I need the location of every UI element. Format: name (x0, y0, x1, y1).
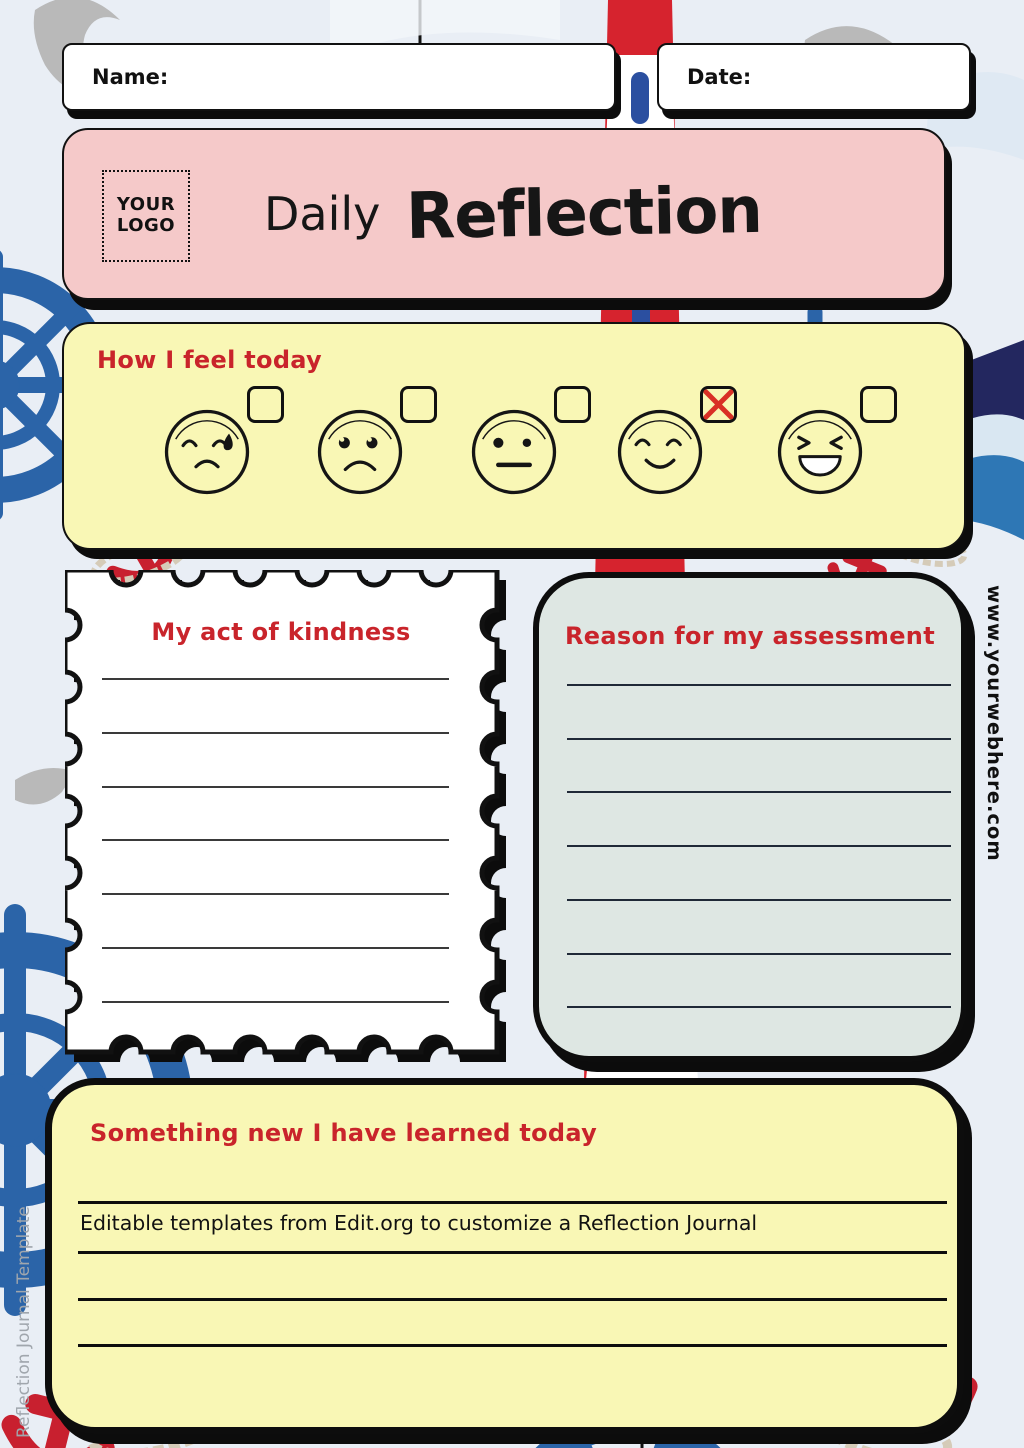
kindness-section (65, 570, 515, 1072)
name-label: Name: (92, 65, 169, 89)
ruled-line (102, 1001, 449, 1003)
ruled-line (567, 845, 951, 847)
assessment-section[interactable] (533, 572, 967, 1062)
ruled-line (78, 1344, 947, 1347)
ruled-line (567, 899, 951, 901)
ruled-line (78, 1251, 947, 1254)
logo-text-line1: YOUR (116, 194, 176, 216)
mood-option-laughing[interactable] (774, 384, 902, 524)
kindness-writing-area[interactable] (65, 570, 497, 1052)
x-mark-icon (700, 386, 737, 423)
ruled-line (102, 678, 449, 680)
mood-row (64, 384, 964, 534)
mood-option-sad[interactable] (314, 384, 442, 524)
ruled-line (102, 839, 449, 841)
logo-text-line2: LOGO (116, 215, 176, 236)
mood-checkbox-sad[interactable] (400, 386, 437, 423)
ruled-line (102, 947, 449, 949)
sad-face-icon (314, 406, 406, 498)
ruled-line (567, 1006, 951, 1008)
ruled-line (567, 953, 951, 955)
mood-option-neutral[interactable] (468, 384, 596, 524)
worried-face-icon (161, 406, 253, 498)
page-title-prefix: Daily (264, 187, 381, 241)
mood-checkbox-worried[interactable] (247, 386, 284, 423)
ruled-line (102, 893, 449, 895)
ruled-line (78, 1201, 947, 1204)
ruled-line (78, 1298, 947, 1301)
learned-section-title: Something new I have learned today (90, 1119, 598, 1147)
happy-face-icon (614, 406, 706, 498)
title-banner (62, 128, 946, 300)
mood-section-title: How I feel today (97, 346, 323, 374)
learned-section[interactable] (45, 1078, 964, 1434)
date-label: Date: (687, 65, 752, 89)
mood-checkbox-neutral[interactable] (554, 386, 591, 423)
page-title: Reflection (405, 173, 763, 255)
mood-option-worried[interactable] (161, 384, 289, 524)
logo-placeholder[interactable] (102, 170, 190, 262)
ruled-line (102, 786, 449, 788)
neutral-face-icon (468, 406, 560, 498)
assessment-section-title: Reason for my assessment (565, 622, 935, 650)
ruled-line (567, 684, 951, 686)
ruled-line (102, 732, 449, 734)
website-watermark: www.yourwebhere.com (983, 585, 1006, 862)
name-field[interactable] (62, 43, 616, 111)
template-watermark: Reflection Journal Template (14, 1206, 34, 1438)
ruled-line (567, 738, 951, 740)
mood-checkbox-happy[interactable] (700, 386, 737, 423)
date-field[interactable] (657, 43, 971, 111)
mood-section (62, 322, 966, 550)
laughing-face-icon (774, 406, 866, 498)
kindness-section-title: My act of kindness (151, 618, 411, 646)
mood-checkbox-laughing[interactable] (860, 386, 897, 423)
edit-org-note: Editable templates from Edit.org to customize a Reflection Journal (80, 1211, 758, 1235)
mood-option-happy[interactable] (614, 384, 742, 524)
ruled-line (567, 791, 951, 793)
